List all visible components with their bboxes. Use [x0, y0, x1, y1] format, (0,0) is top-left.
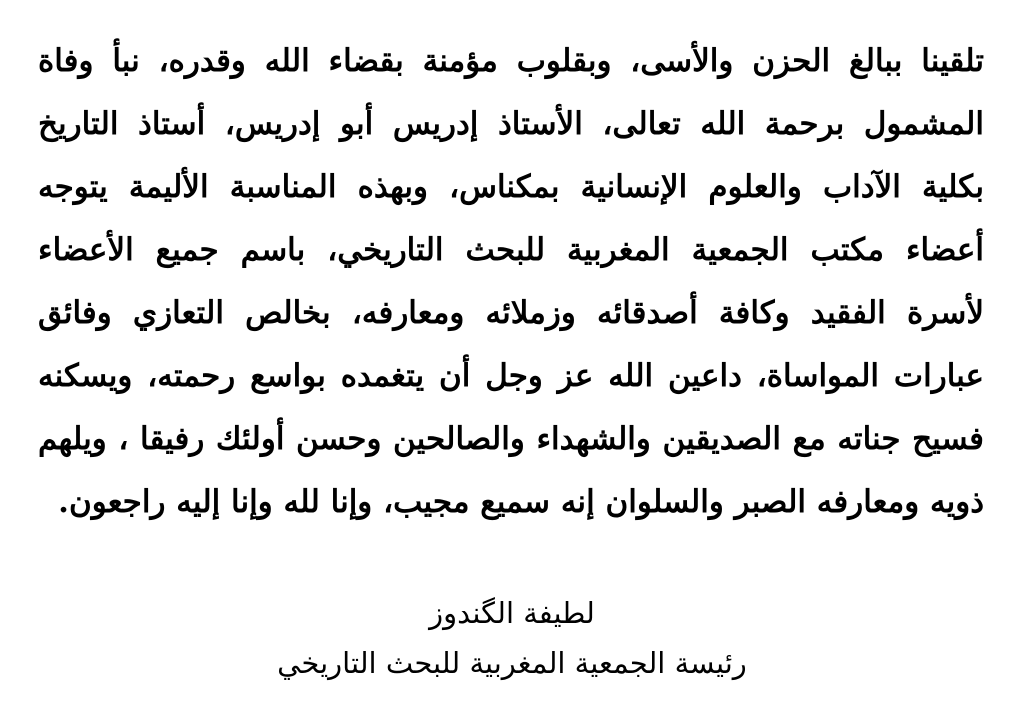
body-line: تلقينا ببالغ الحزن والأسى، وبقلوب مؤمنة بقضاء الله وقدره، نبأ وفاة [38, 43, 984, 79]
body-line: بكلية الآداب والعلوم الإنسانية بمكناس، وبهذه المناسبة الأليمة يتوجه [38, 169, 984, 205]
body-line: لأسرة الفقيد وكافة أصدقائه وزملائه ومعارفه، بخالص التعازي وفائق [38, 295, 984, 331]
signature-block [0, 588, 1024, 688]
condolence-body [38, 30, 984, 534]
body-line: فسيح جناته مع الصديقين والشهداء والصالحين وحسن أولئك رفيقا ، ويلهم [38, 421, 984, 457]
body-line: المشمول برحمة الله تعالى، الأستاذ إدريس أبو إدريس، أستاذ التاريخ [38, 106, 984, 142]
signature-title: رئيسة الجمعية المغربية للبحث التاريخي [277, 646, 747, 680]
signature-name: لطيفة الگندوز [429, 596, 595, 630]
body-line: أعضاء مكتب الجمعية المغربية للبحث التاريخي، باسم جميع الأعضاء [38, 232, 984, 268]
body-line: عبارات المواساة، داعين الله عز وجل أن يتغمده بواسع رحمته، ويسكنه [38, 358, 984, 394]
body-line: ذويه ومعارفه الصبر والسلوان إنه سميع مجيب، وإنا لله وإنا إليه راجعون. [58, 484, 984, 520]
